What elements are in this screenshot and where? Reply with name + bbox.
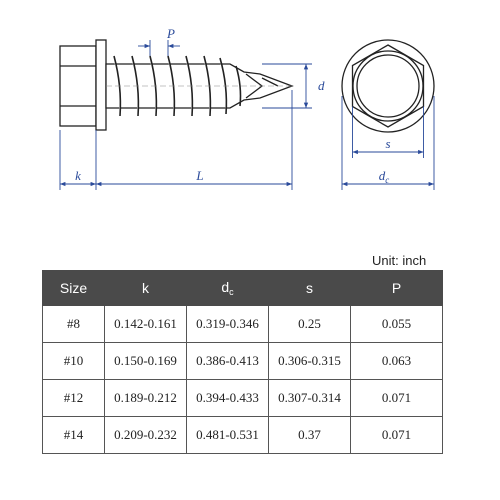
cell-size: #10 [43,343,105,380]
label-s: s [385,136,391,151]
cell-p: 0.071 [351,380,443,417]
cell-size: #14 [43,417,105,454]
washer-flange [96,40,106,130]
cell-dc: 0.319-0.346 [187,306,269,343]
cell-p: 0.071 [351,417,443,454]
cell-k: 0.150-0.169 [105,343,187,380]
cell-s: 0.25 [269,306,351,343]
cell-size: #8 [43,306,105,343]
cell-dc: 0.481-0.531 [187,417,269,454]
cell-s: 0.306-0.315 [269,343,351,380]
header-s: s [269,271,351,306]
cell-size: #12 [43,380,105,417]
cell-p: 0.055 [351,306,443,343]
label-l: L [196,168,204,183]
label-k: k [75,168,81,183]
cell-s: 0.307-0.314 [269,380,351,417]
screw-side-view [60,40,292,130]
header-p: P [351,271,443,306]
table-row [43,417,443,454]
hex-head [60,46,96,126]
label-d: d [318,78,325,93]
cell-dc: 0.394-0.433 [187,380,269,417]
unit-label: Unit: inch [372,253,427,268]
header-k: k [105,271,187,306]
table-row [43,380,443,417]
spec-table [42,270,443,454]
cell-k: 0.142-0.161 [105,306,187,343]
label-dc: $d_c$ [378,168,390,185]
cell-dc: 0.386-0.413 [187,343,269,380]
cell-p: 0.063 [351,343,443,380]
dimension-p [138,40,180,56]
label-p: P [167,26,175,41]
cell-s: 0.37 [269,417,351,454]
table-row [43,343,443,380]
table-header-row [43,271,443,306]
header-size: Size [43,271,105,306]
cell-k: 0.189-0.212 [105,380,187,417]
cell-k: 0.209-0.232 [105,417,187,454]
screw-top-view [342,40,434,132]
screw-technical-drawing [0,0,500,240]
table-row [43,306,443,343]
header-dc: $d_c$ [187,271,269,306]
